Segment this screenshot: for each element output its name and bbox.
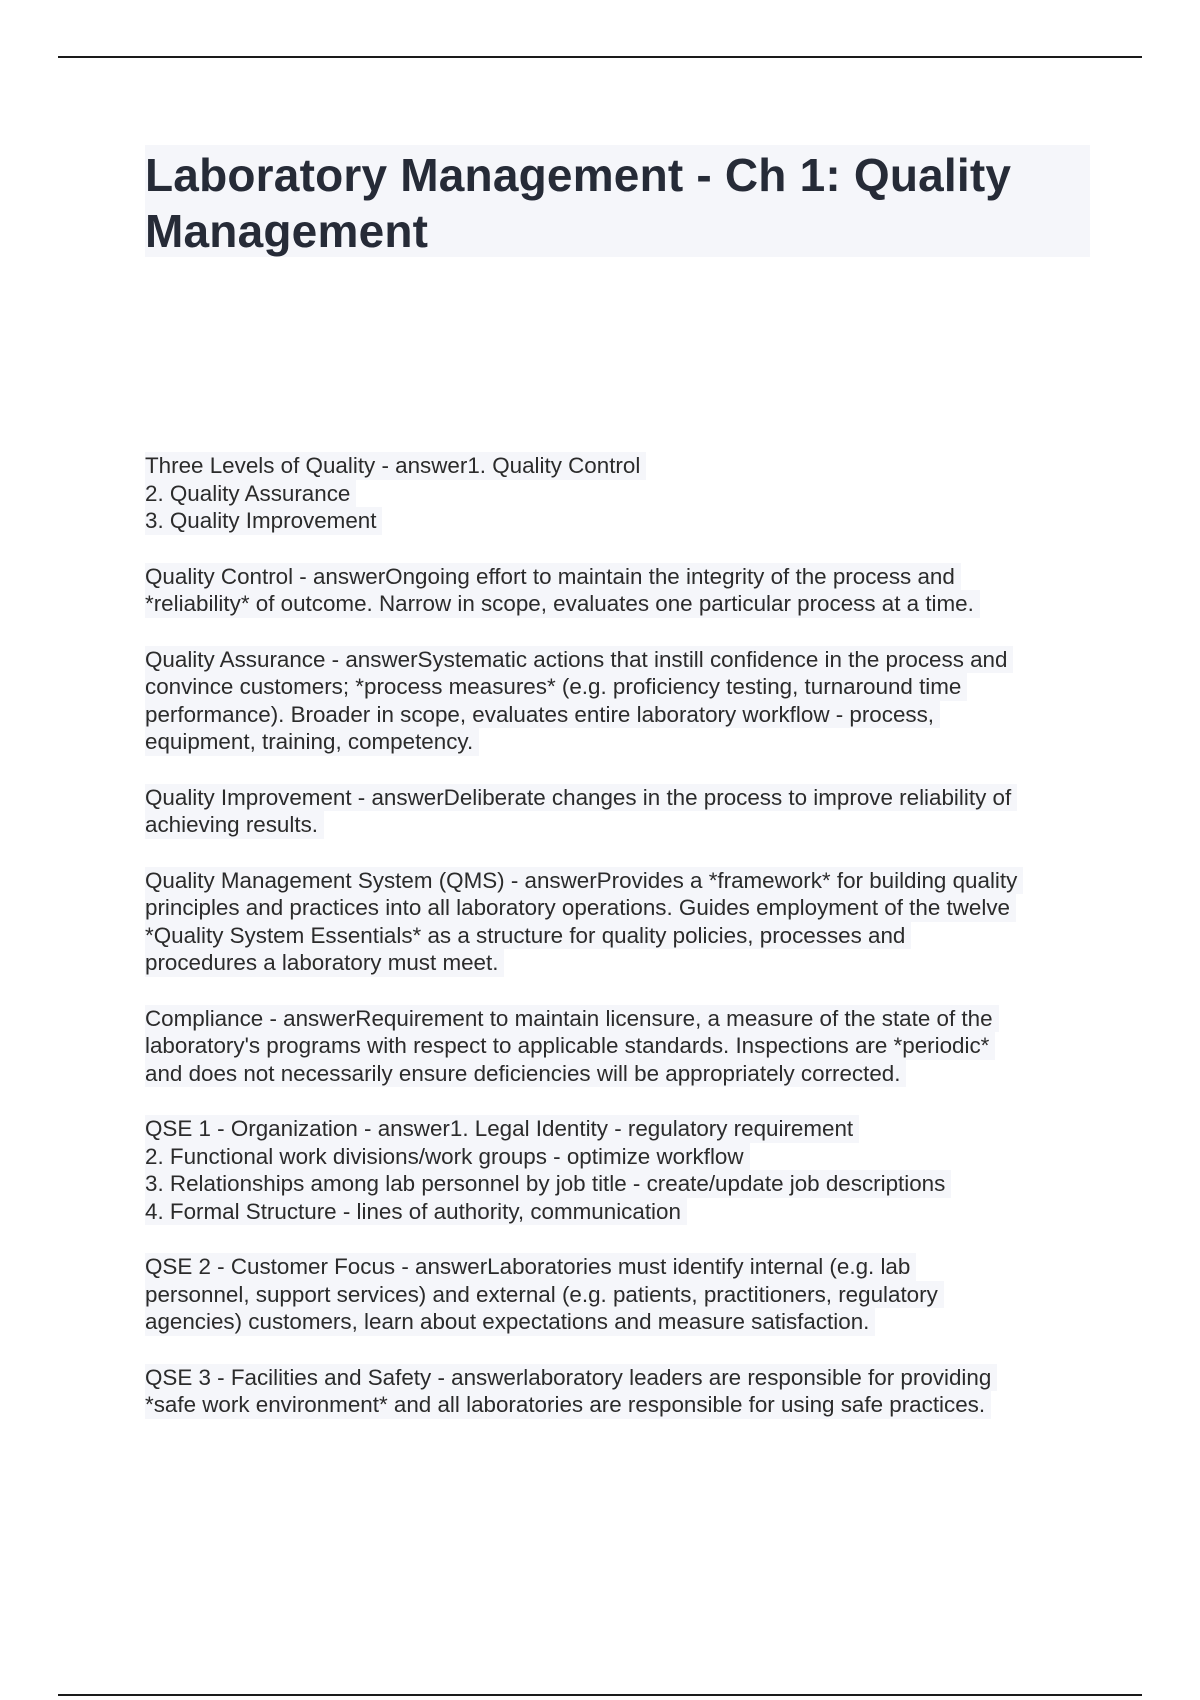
flashcard [145, 1253, 1095, 1336]
card-text-line: Quality Assurance - answerSystematic actions that instill confidence in the process and [145, 646, 1013, 674]
bottom-rule [58, 1694, 1142, 1696]
card-text-line: Three Levels of Quality - answer1. Quality Control [145, 452, 646, 480]
title-block [145, 145, 1090, 257]
card-text-line: QSE 1 - Organization - answer1. Legal Identity - regulatory requirement [145, 1115, 859, 1143]
flashcard [145, 784, 1095, 839]
flashcard [145, 452, 1095, 535]
card-text-line: equipment, training, competency. [145, 728, 479, 756]
flashcard-list [145, 452, 1095, 1447]
flashcard [145, 1364, 1095, 1419]
card-text-line: *Quality System Essentials* as a structure for quality policies, processes and [145, 922, 911, 950]
card-text-line: personnel, support services) and external (e.g. patients, practitioners, regulatory [145, 1281, 944, 1309]
card-text-line: achieving results. [145, 811, 324, 839]
card-text-line: convince customers; *process measures* (e.g. proficiency testing, turnaround time [145, 673, 967, 701]
card-text-line: agencies) customers, learn about expectations and measure satisfaction. [145, 1308, 875, 1336]
card-text-line: QSE 2 - Customer Focus - answerLaboratories must identify internal (e.g. lab [145, 1253, 916, 1281]
flashcard [145, 563, 1095, 618]
card-text-line: performance). Broader in scope, evaluates entire laboratory workflow - process, [145, 701, 940, 729]
card-text-line: 3. Relationships among lab personnel by job title - create/update job descriptions [145, 1170, 951, 1198]
card-text-line: procedures a laboratory must meet. [145, 949, 504, 977]
card-text-line: 2. Quality Assurance [145, 480, 356, 508]
flashcard [145, 646, 1095, 756]
card-text-line: Quality Control - answerOngoing effort to maintain the integrity of the process and [145, 563, 961, 591]
title-line-1: Laboratory Management - Ch 1: Quality [145, 149, 1012, 201]
flashcard [145, 1115, 1095, 1225]
card-text-line: *reliability* of outcome. Narrow in scope, evaluates one particular process at a time. [145, 590, 980, 618]
card-text-line: QSE 3 - Facilities and Safety - answerlaboratory leaders are responsible for providing [145, 1364, 997, 1392]
flashcard [145, 867, 1095, 977]
top-rule [58, 56, 1142, 58]
card-text-line: principles and practices into all laboratory operations. Guides employment of the twelve [145, 894, 1016, 922]
card-text-line: laboratory's programs with respect to applicable standards. Inspections are *periodic* [145, 1032, 995, 1060]
page-title [145, 147, 1090, 259]
card-text-line: and does not necessarily ensure deficiencies will be appropriately corrected. [145, 1060, 906, 1088]
card-text-line: Quality Management System (QMS) - answerProvides a *framework* for building quality [145, 867, 1023, 895]
card-text-line: 2. Functional work divisions/work groups - optimize workflow [145, 1143, 750, 1171]
card-text-line: Compliance - answerRequirement to maintain licensure, a measure of the state of the [145, 1005, 999, 1033]
card-text-line: 3. Quality Improvement [145, 507, 382, 535]
flashcard [145, 1005, 1095, 1088]
title-line-2: Management [145, 205, 429, 257]
card-text-line: Quality Improvement - answerDeliberate changes in the process to improve reliability of [145, 784, 1017, 812]
card-text-line: *safe work environment* and all laboratories are responsible for using safe practices. [145, 1391, 991, 1419]
card-text-line: 4. Formal Structure - lines of authority, communication [145, 1198, 687, 1226]
